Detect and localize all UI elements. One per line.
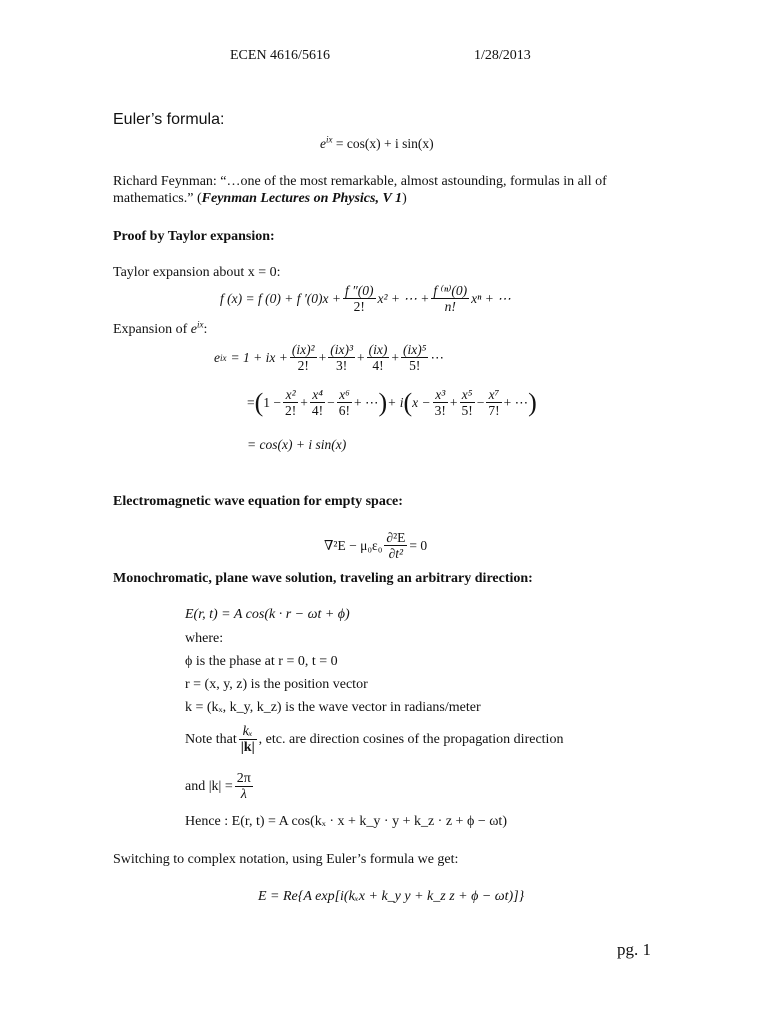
expansion-line-2: = ( 1 − $\frac{\text{x²}}{2!}$ + $\frac{\text{x⁴}}{4!}$ − $\frac{\text{x⁶}}{6!}$ + ⋯ ) + i ( x − $\frac{\text{x³}}{3!}$ + $\frac{\text{x⁵}}{5!}$ − $\frac{\text{x⁷}}{7!}$ + ⋯ ) <box>247 387 537 418</box>
mono-heading: Monochromatic, plane wave solution, traveling an arbitrary direction: <box>113 571 533 586</box>
direction-cosines-note: Note that $\frac{\text{kₓ}}{|k|}$ , etc. are direction cosines of the propagation direction <box>185 724 564 755</box>
where-label: where: <box>185 631 224 646</box>
complex-equation: E = Re{A exp[i(kₓx + k_y y + k_z z + ϕ − ωt)]} <box>258 889 525 904</box>
expansion-line-1: e ix = 1 + ix + $\frac{\text{(ix)²}}{2!}$ + $\frac{\text{(ix)³}}{3!}$ + $\frac{(ix)}{4!}$ + $\frac{\text{(ix)⁵}}{5!}$ ⋯ <box>214 342 444 373</box>
taylor-series-equation: f (x) = f (0) + f ′(0)x + $\frac{f ''(0)}{2!}$ x² + ⋯ + $\frac{\text{f ⁽ⁿ⁾(0)}}{n!}$ xⁿ + ⋯ <box>220 283 511 314</box>
wavevector-magnitude: and |k| = $\frac{2\pi}{\lambda}$ <box>185 771 251 802</box>
hence-equation: Hence : E(r, t) = A cos(kₓ · x + k_y · y + k_z · z + ϕ − ωt) <box>185 814 507 829</box>
expansion-label: Expansion of $e^{ix}$: <box>113 319 208 337</box>
complex-notation-text: Switching to complex notation, using Euler’s formula we get: <box>113 852 459 867</box>
wavevector-definition: k = (kₓ, k_y, k_z) is the wave vector in radians/meter <box>185 700 481 715</box>
plane-wave-equation: E(r, t) = A cos(k · r − ωt + ϕ) <box>185 607 350 622</box>
header-course: ECEN 4616/5616 <box>230 48 330 63</box>
page-number: pg. 1 <box>617 940 651 959</box>
wave-heading: Electromagnetic wave equation for empty space: <box>113 494 403 509</box>
wave-equation: ∇²E − μ₀ε₀ $\frac{\text{∂²E}}{\text{∂t²}}$ = 0 <box>324 530 428 561</box>
euler-heading: Euler’s formula: <box>113 111 225 128</box>
taylor-about: Taylor expansion about x = 0: <box>113 265 281 280</box>
expansion-line-3: = cos(x) + i sin(x) <box>247 437 347 452</box>
quote-line-2: mathematics.” (Feynman Lectures on Physics, V 1) <box>113 191 407 206</box>
quote-line-1: Richard Feynman: “…one of the most remarkable, almost astounding, formulas in all of <box>113 174 607 189</box>
proof-heading: Proof by Taylor expansion: <box>113 229 275 244</box>
position-definition: r = (x, y, z) is the position vector <box>185 677 368 692</box>
euler-formula: $e^{ix} = \cos(x) + i$ sin(x) <box>320 134 434 151</box>
phase-definition: ϕ is the phase at r = 0, t = 0 <box>185 654 338 669</box>
header-date: 1/28/2013 <box>474 48 531 63</box>
